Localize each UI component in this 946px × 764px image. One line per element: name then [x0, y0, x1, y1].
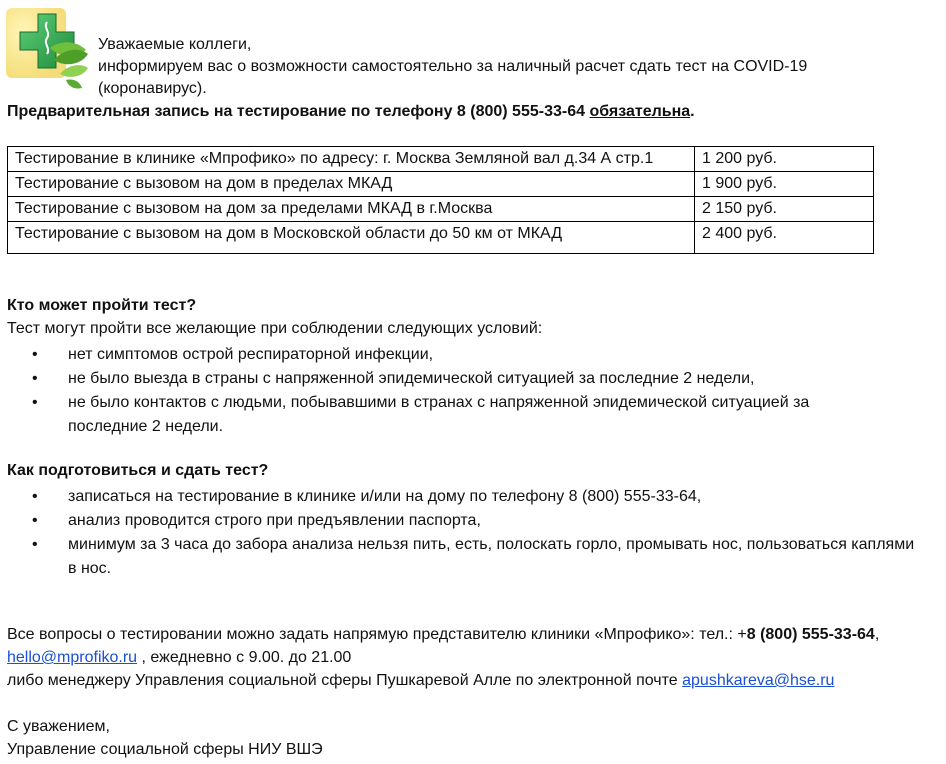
list-item	[7, 367, 887, 391]
how-steps-list	[7, 485, 927, 581]
inform-line-1: информируем вас о возможности самостоятельно за наличный расчет сдать тест на COVID-19	[98, 58, 808, 75]
list-item	[7, 533, 927, 581]
who-intro: Тест могут пройти все желающие при соблюдении следующих условий:	[7, 320, 543, 337]
list-item-text: минимум за 3 часа до забора анализа нельзя пить, есть, полоскать горло, промывать нос, пользоваться каплями в нос.	[68, 536, 915, 577]
bullet: •	[32, 370, 38, 387]
table-row	[8, 172, 874, 197]
price-cell: 2 150 руб.	[695, 197, 874, 222]
clinic-phone: 8 (800) 555-33-64	[746, 626, 875, 643]
manager-contact-text: либо менеджеру Управления социальной сферы Пушкаревой Алле по электронной почте	[7, 672, 683, 689]
list-item-text: не было выезда в страны с напряженной эпидемической ситуацией за последние 2 недели,	[68, 370, 755, 387]
list-item	[7, 485, 927, 509]
who-conditions-list	[7, 343, 887, 439]
service-cell: Тестирование с вызовом на дом в Московской области до 50 км от МКАД	[8, 222, 695, 254]
price-cell: 1 200 руб.	[695, 147, 874, 172]
who-heading: Кто может пройти тест?	[7, 297, 197, 314]
service-cell: Тестирование в клинике «Мпрофико» по адресу: г. Москва Земляной вал д.34 А стр.1	[8, 147, 695, 172]
clinic-email-link[interactable]: hello@mprofiko.ru	[7, 649, 138, 666]
contacts-line-1	[7, 626, 879, 644]
booking-notice	[7, 103, 695, 121]
greeting: Уважаемые коллеги,	[98, 36, 252, 53]
bullet: •	[32, 394, 38, 411]
price-cell: 1 900 руб.	[695, 172, 874, 197]
price-cell: 2 400 руб.	[695, 222, 874, 254]
signature-department: Управление социальной сферы НИУ ВШЭ	[7, 741, 323, 758]
booking-mandatory: обязательна	[589, 103, 691, 120]
list-item-text: записаться на тестирование в клинике и/или на дому по телефону 8 (800) 555-33-64,	[68, 488, 702, 505]
bullet: •	[32, 536, 38, 553]
booking-period: .	[690, 103, 695, 120]
table-row	[8, 197, 874, 222]
service-cell: Тестирование с вызовом на дом за пределами МКАД в г.Москва	[8, 197, 695, 222]
inform-line-2: (коронавирус).	[98, 80, 207, 97]
bullet: •	[32, 512, 38, 529]
bullet: •	[32, 346, 38, 363]
list-item-text: анализ проводится строго при предъявлении паспорта,	[68, 512, 481, 529]
contacts-comma: ,	[874, 626, 880, 643]
booking-text: Предварительная запись на тестирование по телефону 8 (800) 555-33-64	[7, 103, 590, 120]
list-item	[7, 391, 887, 439]
list-item	[7, 509, 927, 533]
how-heading: Как подготовиться и сдать тест?	[7, 462, 269, 479]
contacts-intro: Все вопросы о тестировании можно задать напрямую представителю клиники «Мпрофико»: тел.: +	[7, 626, 747, 643]
price-table	[7, 146, 874, 254]
contacts-line-3	[7, 672, 834, 690]
contacts-line-2	[7, 649, 351, 667]
list-item	[7, 343, 887, 367]
pharmacy-cross-logo	[6, 8, 98, 96]
list-item-text: не было контактов с людьми, побывавшими в странах с напряженной эпидемической ситуацией за последние 2 недели.	[68, 394, 810, 435]
manager-email-link[interactable]: apushkareva@hse.ru	[682, 672, 835, 689]
table-row	[8, 222, 874, 254]
signature-regards: С уважением,	[7, 718, 110, 735]
table-row	[8, 147, 874, 172]
working-hours: , ежедневно с 9.00. до 21.00	[137, 649, 352, 666]
list-item-text: нет симптомов острой респираторной инфекции,	[68, 346, 434, 363]
bullet: •	[32, 488, 38, 505]
service-cell: Тестирование с вызовом на дом в пределах МКАД	[8, 172, 695, 197]
